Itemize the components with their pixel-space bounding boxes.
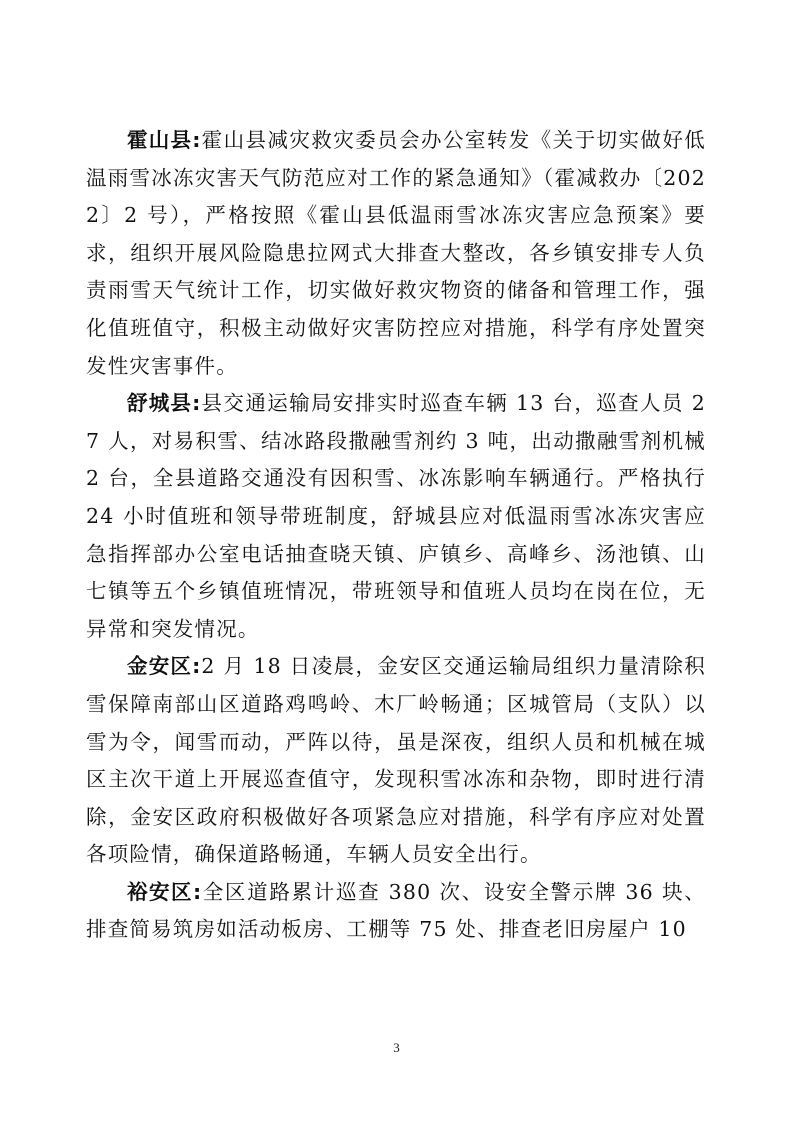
- paragraph-lead: 裕安区:: [127, 879, 203, 904]
- paragraph-text: 霍山县减灾救灾委员会办公室转发《关于切实做好低温雨雪冰冻灾害天气防范应对工作的紧急通知》（霍减救办〔2022〕2 号），严格按照《霍山县低温雨雪冰冻灾害应急预案》要求，组织开展风险隐患拉网式大排查大整改，各乡镇安排专人负责雨雪天气统计工作，切实做好救灾物资的储备和管理工作，强化值班值守，积极主动做好灾害防控应对措施，科学有序处置突发性灾害事件。: [86, 128, 706, 378]
- paragraph-text: 2 月 18 日凌晨，金安区交通运输局组织力量清除积雪保障南部山区道路鸡鸣岭、木厂岭畅通；区城管局（支队）以雪为令，闻雪而动，严阵以待，虽是深夜，组织人员和机械在城区主次干道上开展巡查值守，发现积雪冰冻和杂物，即时进行清除，金安区政府积极做好各项紧急应对措施，科学有序应对处置各项险情，确保道路畅通，车辆人员安全出行。: [86, 654, 706, 867]
- paragraph-lead: 金安区:: [127, 654, 202, 679]
- document-body: [86, 122, 706, 949]
- paragraph-text: 县交通运输局安排实时巡查车辆 13 台，巡查人员 27 人，对易积雪、结冰路段撒融雪剂约 3 吨，出动撒融雪剂机械 2 台，全县道路交通没有因积雪、冰冻影响车辆通行。严格执行 24 小时值班和领导带班制度，舒城县应对低温雨雪冰冻灾害应急指挥部办公室电话抽查晓天镇、庐镇乡、高峰乡、汤池镇、山七镇等五个乡镇值班情况，带班领导和值班人员均在岗在位，无异常和突发情况。: [86, 391, 706, 641]
- paragraph-lead: 霍山县:: [127, 128, 202, 152]
- paragraph-shucheng: [86, 385, 706, 648]
- paragraph-lead: 舒城县:: [127, 391, 202, 416]
- paragraph-jinan: [86, 648, 706, 874]
- page-number: 3: [393, 1040, 400, 1055]
- paragraph-text: 全区道路累计巡查 380 次、设安全警示牌 36 块、排查简易筑房如活动板房、工棚等 75 处、排查老旧房屋户 10: [86, 879, 706, 942]
- paragraph-huoshan: [86, 122, 706, 385]
- paragraph-yuan: [86, 874, 706, 949]
